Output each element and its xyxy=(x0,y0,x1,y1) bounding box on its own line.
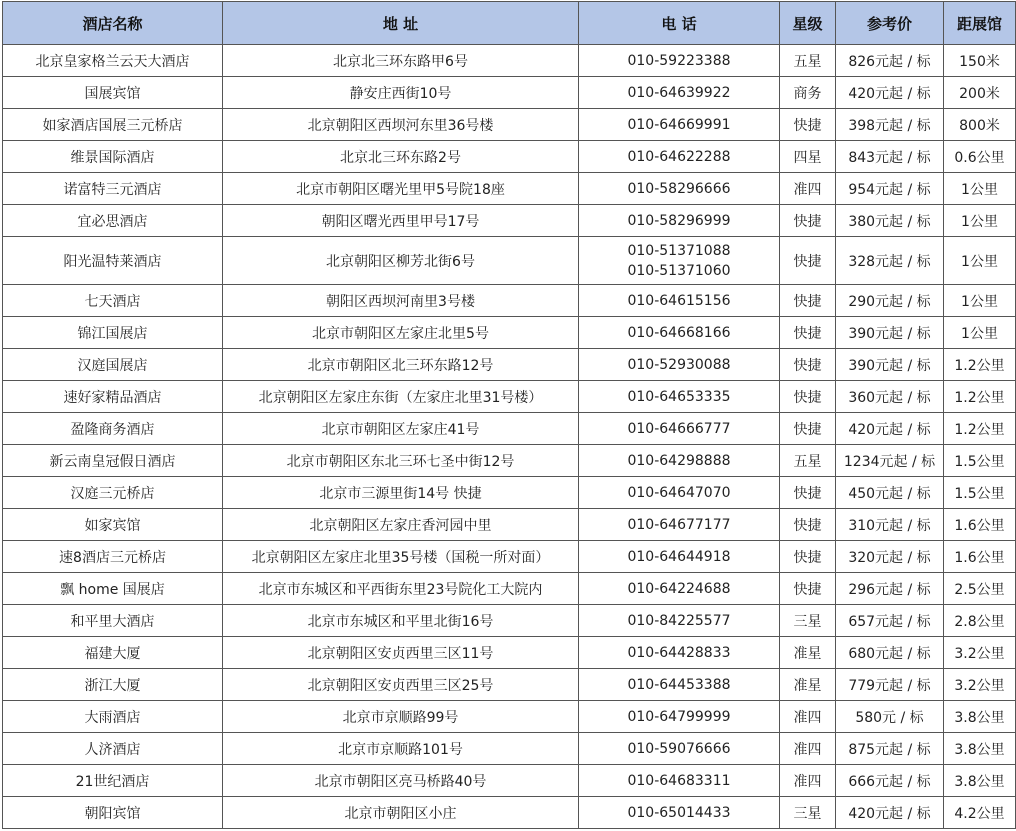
cell-distance: 1公里 xyxy=(944,285,1016,317)
phone-number: 010-64677177 xyxy=(627,516,731,533)
cell-distance: 1.2公里 xyxy=(944,381,1016,413)
cell-star: 快捷 xyxy=(780,573,836,605)
table-header xyxy=(3,2,1016,45)
hotel-table xyxy=(2,1,1016,829)
table-row xyxy=(3,173,1016,205)
cell-hotel-name: 汉庭三元桥店 xyxy=(3,477,223,509)
table-row xyxy=(3,413,1016,445)
cell-address: 北京朝阳区西坝河东里36号楼 xyxy=(223,109,579,141)
table-row xyxy=(3,509,1016,541)
phone-number: 010-65014433 xyxy=(627,804,731,821)
cell-phone xyxy=(579,285,780,317)
table-row xyxy=(3,141,1016,173)
cell-star: 快捷 xyxy=(780,541,836,573)
cell-hotel-name: 人济酒店 xyxy=(3,733,223,765)
cell-address: 北京市东城区和平西街东里23号院化工大院内 xyxy=(223,573,579,605)
cell-distance: 1.2公里 xyxy=(944,349,1016,381)
cell-star: 快捷 xyxy=(780,413,836,445)
cell-star: 快捷 xyxy=(780,349,836,381)
cell-price: 390元起 / 标 xyxy=(836,317,944,349)
cell-price: 680元起 / 标 xyxy=(836,637,944,669)
cell-hotel-name: 盈隆商务酒店 xyxy=(3,413,223,445)
cell-address: 北京市朝阳区小庄 xyxy=(223,797,579,829)
cell-distance: 1公里 xyxy=(944,317,1016,349)
cell-price: 328元起 / 标 xyxy=(836,237,944,285)
table-row xyxy=(3,77,1016,109)
cell-hotel-name: 大雨酒店 xyxy=(3,701,223,733)
cell-star: 快捷 xyxy=(780,509,836,541)
table-row xyxy=(3,381,1016,413)
cell-distance: 3.8公里 xyxy=(944,733,1016,765)
cell-price: 666元起 / 标 xyxy=(836,765,944,797)
cell-star: 三星 xyxy=(780,797,836,829)
cell-hotel-name: 汉庭国展店 xyxy=(3,349,223,381)
phone-number: 010-52930088 xyxy=(627,356,731,373)
table-body xyxy=(3,45,1016,829)
cell-phone xyxy=(579,173,780,205)
cell-star: 准四 xyxy=(780,733,836,765)
cell-phone xyxy=(579,317,780,349)
cell-address: 北京朝阳区安贞西里三区25号 xyxy=(223,669,579,701)
cell-address: 北京市朝阳区北三环东路12号 xyxy=(223,349,579,381)
cell-hotel-name: 如家宾馆 xyxy=(3,509,223,541)
phone-number: 010-64683311 xyxy=(627,772,731,789)
phone-number: 010-51371060 xyxy=(627,262,731,279)
cell-distance: 4.2公里 xyxy=(944,797,1016,829)
cell-address: 北京朝阳区左家庄香河园中里 xyxy=(223,509,579,541)
cell-address: 北京市朝阳区东北三环七圣中街12号 xyxy=(223,445,579,477)
cell-star: 快捷 xyxy=(780,285,836,317)
phone-number: 010-64639922 xyxy=(627,84,731,101)
cell-price: 420元起 / 标 xyxy=(836,413,944,445)
cell-price: 580元 / 标 xyxy=(836,701,944,733)
cell-hotel-name: 飘 home 国展店 xyxy=(3,573,223,605)
phone-number: 010-58296999 xyxy=(627,212,731,229)
phone-number: 010-58296666 xyxy=(627,180,731,197)
cell-price: 360元起 / 标 xyxy=(836,381,944,413)
cell-hotel-name: 维景国际酒店 xyxy=(3,141,223,173)
phone-number: 010-64799999 xyxy=(627,708,731,725)
cell-address: 北京朝阳区左家庄北里35号楼（国税一所对面） xyxy=(223,541,579,573)
phone-number: 010-84225577 xyxy=(627,612,731,629)
cell-hotel-name: 福建大厦 xyxy=(3,637,223,669)
cell-address: 北京北三环东路甲6号 xyxy=(223,45,579,77)
cell-phone xyxy=(579,477,780,509)
cell-star: 商务 xyxy=(780,77,836,109)
cell-price: 420元起 / 标 xyxy=(836,797,944,829)
cell-hotel-name: 速8酒店三元桥店 xyxy=(3,541,223,573)
cell-price: 380元起 / 标 xyxy=(836,205,944,237)
table-row xyxy=(3,109,1016,141)
cell-hotel-name: 速好家精品酒店 xyxy=(3,381,223,413)
cell-distance: 1公里 xyxy=(944,173,1016,205)
cell-distance: 3.2公里 xyxy=(944,669,1016,701)
cell-phone xyxy=(579,669,780,701)
cell-phone xyxy=(579,541,780,573)
phone-number: 010-64453388 xyxy=(627,676,731,693)
cell-hotel-name: 和平里大酒店 xyxy=(3,605,223,637)
cell-address: 北京市朝阳区左家庄北里5号 xyxy=(223,317,579,349)
phone-number: 010-64298888 xyxy=(627,452,731,469)
table-row xyxy=(3,205,1016,237)
cell-distance: 1.2公里 xyxy=(944,413,1016,445)
table-row xyxy=(3,541,1016,573)
table-row xyxy=(3,349,1016,381)
header-distance: 距展馆 xyxy=(944,2,1016,45)
cell-phone xyxy=(579,349,780,381)
cell-address: 北京朝阳区安贞西里三区11号 xyxy=(223,637,579,669)
cell-phone xyxy=(579,45,780,77)
table-row xyxy=(3,317,1016,349)
cell-phone xyxy=(579,509,780,541)
cell-distance: 3.2公里 xyxy=(944,637,1016,669)
cell-star: 四星 xyxy=(780,141,836,173)
table-row xyxy=(3,637,1016,669)
table-row xyxy=(3,285,1016,317)
cell-price: 390元起 / 标 xyxy=(836,349,944,381)
table-row xyxy=(3,445,1016,477)
table-row xyxy=(3,669,1016,701)
cell-price: 843元起 / 标 xyxy=(836,141,944,173)
cell-hotel-name: 朝阳宾馆 xyxy=(3,797,223,829)
cell-price: 875元起 / 标 xyxy=(836,733,944,765)
header-phone: 电 话 xyxy=(579,2,780,45)
cell-price: 398元起 / 标 xyxy=(836,109,944,141)
header-hotel-name: 酒店名称 xyxy=(3,2,223,45)
cell-price: 310元起 / 标 xyxy=(836,509,944,541)
cell-phone xyxy=(579,205,780,237)
cell-distance: 150米 xyxy=(944,45,1016,77)
table-row xyxy=(3,45,1016,77)
cell-hotel-name: 诺富特三元酒店 xyxy=(3,173,223,205)
cell-distance: 3.8公里 xyxy=(944,701,1016,733)
table-row xyxy=(3,701,1016,733)
phone-number: 010-64669991 xyxy=(627,116,731,133)
cell-hotel-name: 如家酒店国展三元桥店 xyxy=(3,109,223,141)
cell-hotel-name: 阳光温特莱酒店 xyxy=(3,237,223,285)
table-row xyxy=(3,733,1016,765)
phone-number: 010-64622288 xyxy=(627,148,731,165)
cell-hotel-name: 新云南皇冠假日酒店 xyxy=(3,445,223,477)
cell-star: 准星 xyxy=(780,669,836,701)
cell-address: 北京市东城区和平里北街16号 xyxy=(223,605,579,637)
cell-address: 北京市朝阳区亮马桥路40号 xyxy=(223,765,579,797)
cell-phone xyxy=(579,445,780,477)
cell-hotel-name: 锦江国展店 xyxy=(3,317,223,349)
phone-number: 010-59223388 xyxy=(627,52,731,69)
phone-number: 010-51371088 xyxy=(627,242,731,259)
table-row xyxy=(3,477,1016,509)
cell-hotel-name: 宜必思酒店 xyxy=(3,205,223,237)
cell-star: 快捷 xyxy=(780,477,836,509)
cell-phone xyxy=(579,605,780,637)
cell-phone xyxy=(579,237,780,285)
cell-address: 北京市朝阳区左家庄41号 xyxy=(223,413,579,445)
cell-star: 快捷 xyxy=(780,109,836,141)
phone-number: 010-64428833 xyxy=(627,644,731,661)
cell-phone xyxy=(579,573,780,605)
cell-price: 826元起 / 标 xyxy=(836,45,944,77)
table-row xyxy=(3,573,1016,605)
cell-star: 准四 xyxy=(780,701,836,733)
cell-address: 北京市京顺路99号 xyxy=(223,701,579,733)
cell-phone xyxy=(579,637,780,669)
cell-price: 779元起 / 标 xyxy=(836,669,944,701)
phone-number: 010-64644918 xyxy=(627,548,731,565)
cell-distance: 1.6公里 xyxy=(944,509,1016,541)
cell-address: 朝阳区西坝河南里3号楼 xyxy=(223,285,579,317)
phone-number: 010-64615156 xyxy=(627,292,731,309)
cell-address: 朝阳区曙光西里甲号17号 xyxy=(223,205,579,237)
phone-number: 010-64647070 xyxy=(627,484,731,501)
cell-star: 快捷 xyxy=(780,381,836,413)
phone-number: 010-64653335 xyxy=(627,388,731,405)
cell-star: 准四 xyxy=(780,173,836,205)
cell-address: 北京市京顺路101号 xyxy=(223,733,579,765)
cell-distance: 1.5公里 xyxy=(944,477,1016,509)
cell-distance: 1.6公里 xyxy=(944,541,1016,573)
cell-address: 北京市三源里街14号 快捷 xyxy=(223,477,579,509)
cell-distance: 2.8公里 xyxy=(944,605,1016,637)
cell-distance: 1.5公里 xyxy=(944,445,1016,477)
table-row xyxy=(3,765,1016,797)
phone-number: 010-64666777 xyxy=(627,420,731,437)
cell-price: 290元起 / 标 xyxy=(836,285,944,317)
cell-phone xyxy=(579,141,780,173)
cell-price: 1234元起 / 标 xyxy=(836,445,944,477)
cell-star: 五星 xyxy=(780,445,836,477)
cell-star: 三星 xyxy=(780,605,836,637)
phone-number: 010-59076666 xyxy=(627,740,731,757)
cell-price: 450元起 / 标 xyxy=(836,477,944,509)
cell-address: 北京朝阳区左家庄东街（左家庄北里31号楼） xyxy=(223,381,579,413)
cell-distance: 2.5公里 xyxy=(944,573,1016,605)
cell-phone xyxy=(579,797,780,829)
phone-number: 010-64668166 xyxy=(627,324,731,341)
table-row xyxy=(3,605,1016,637)
cell-distance: 1公里 xyxy=(944,205,1016,237)
table-row xyxy=(3,237,1016,285)
cell-hotel-name: 21世纪酒店 xyxy=(3,765,223,797)
cell-phone xyxy=(579,77,780,109)
cell-star: 快捷 xyxy=(780,205,836,237)
cell-star: 五星 xyxy=(780,45,836,77)
cell-price: 296元起 / 标 xyxy=(836,573,944,605)
cell-price: 954元起 / 标 xyxy=(836,173,944,205)
cell-star: 快捷 xyxy=(780,317,836,349)
cell-distance: 3.8公里 xyxy=(944,765,1016,797)
cell-star: 快捷 xyxy=(780,237,836,285)
cell-distance: 800米 xyxy=(944,109,1016,141)
cell-star: 准星 xyxy=(780,637,836,669)
cell-distance: 1公里 xyxy=(944,237,1016,285)
header-price: 参考价 xyxy=(836,2,944,45)
header-address: 地 址 xyxy=(223,2,579,45)
cell-star: 准四 xyxy=(780,765,836,797)
cell-address: 北京朝阳区柳芳北街6号 xyxy=(223,237,579,285)
cell-price: 320元起 / 标 xyxy=(836,541,944,573)
table-row xyxy=(3,797,1016,829)
cell-address: 静安庄西街10号 xyxy=(223,77,579,109)
cell-hotel-name: 浙江大厦 xyxy=(3,669,223,701)
cell-phone xyxy=(579,413,780,445)
phone-number: 010-64224688 xyxy=(627,580,731,597)
header-row xyxy=(3,2,1016,45)
cell-address: 北京北三环东路2号 xyxy=(223,141,579,173)
cell-distance: 0.6公里 xyxy=(944,141,1016,173)
cell-price: 657元起 / 标 xyxy=(836,605,944,637)
cell-hotel-name: 北京皇家格兰云天大酒店 xyxy=(3,45,223,77)
cell-phone xyxy=(579,109,780,141)
header-star: 星级 xyxy=(780,2,836,45)
cell-distance: 200米 xyxy=(944,77,1016,109)
cell-address: 北京市朝阳区曙光里甲5号院18座 xyxy=(223,173,579,205)
cell-phone xyxy=(579,381,780,413)
cell-hotel-name: 国展宾馆 xyxy=(3,77,223,109)
cell-phone xyxy=(579,701,780,733)
cell-price: 420元起 / 标 xyxy=(836,77,944,109)
cell-phone xyxy=(579,765,780,797)
cell-hotel-name: 七天酒店 xyxy=(3,285,223,317)
cell-phone xyxy=(579,733,780,765)
